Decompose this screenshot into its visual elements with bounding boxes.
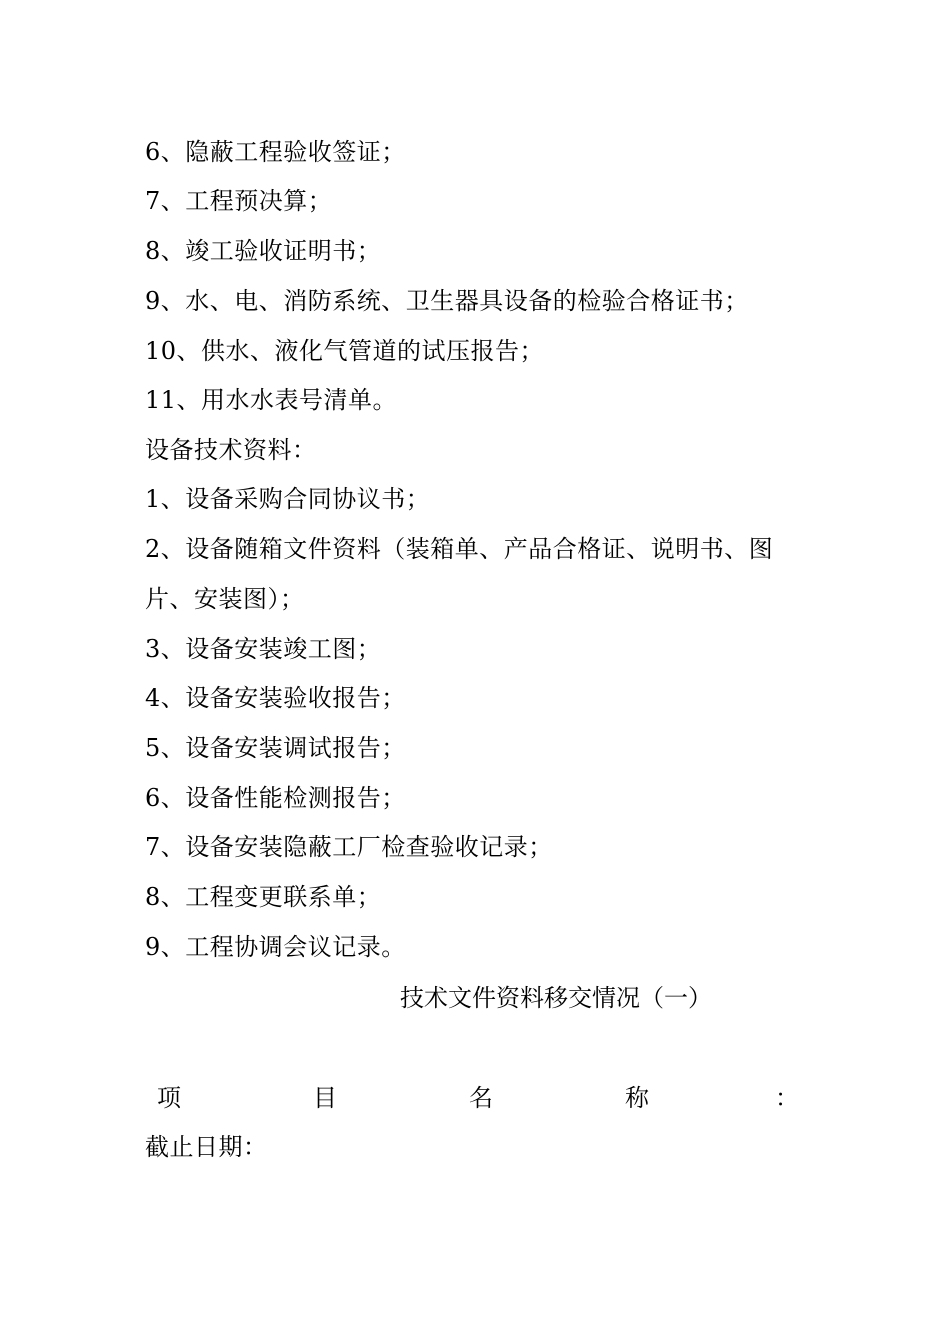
list-item: 4、设备安装验收报告； <box>145 684 406 712</box>
list-item: 2、设备随箱文件资料（装箱单、产品合格证、说明书、图 <box>145 535 774 563</box>
list-item: 10、供水、液化气管道的试压报告； <box>145 337 545 365</box>
list-item: 8、竣工验收证明书； <box>145 237 382 265</box>
project-name-char: 目 <box>313 1084 337 1112</box>
project-name-char: 称 <box>625 1084 649 1112</box>
section-heading-equipment: 设备技术资料： <box>145 436 317 464</box>
list-item: 7、设备安装隐蔽工厂检查验收记录； <box>145 833 553 861</box>
list-item: 3、设备安装竣工图； <box>145 635 382 663</box>
project-name-char: 名 <box>469 1084 493 1112</box>
list-item: 1、设备采购合同协议书； <box>145 485 431 513</box>
list-item: 6、隐蔽工程验收签证； <box>145 138 406 166</box>
list-item: 9、水、电、消防系统、卫生器具设备的检验合格证书； <box>145 287 749 315</box>
list-item: 9、工程协调会议记录。 <box>145 933 406 961</box>
list-item: 7、工程预决算； <box>145 187 333 215</box>
project-name-colon: ： <box>775 1084 799 1112</box>
list-item-continuation: 片、安装图）； <box>145 585 305 613</box>
list-item: 8、工程变更联系单； <box>145 883 382 911</box>
project-name-char: 项 <box>157 1084 181 1112</box>
handover-title: 技术文件资料移交情况（一） <box>400 984 712 1012</box>
list-item: 5、设备安装调试报告； <box>145 734 406 762</box>
list-item: 11、用水水表号清单。 <box>145 386 398 414</box>
deadline-label: 截止日期： <box>145 1133 268 1161</box>
list-item: 6、设备性能检测报告； <box>145 784 406 812</box>
project-name-field <box>145 1083 799 1113</box>
